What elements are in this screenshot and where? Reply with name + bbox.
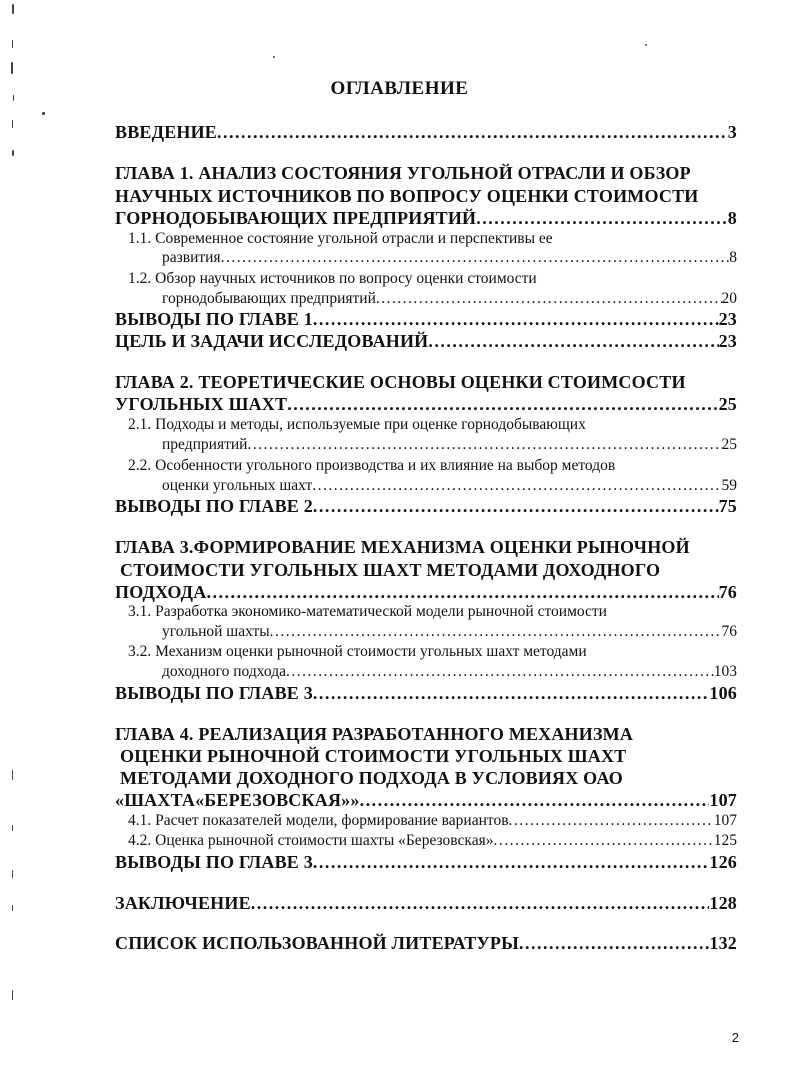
toc-entry bbox=[115, 372, 737, 393]
toc-entry bbox=[115, 331, 737, 352]
toc-entry bbox=[128, 643, 737, 661]
leader-dots bbox=[217, 122, 728, 143]
toc-entry bbox=[128, 230, 737, 248]
toc-entry bbox=[162, 477, 737, 495]
leader-dots bbox=[221, 249, 730, 267]
toc-entry-text: ГЛАВА 2. ТЕОРЕТИЧЕСКИЕ ОСНОВЫ ОЦЕНКИ СТОИМСОСТИ bbox=[115, 372, 686, 392]
toc-entry-text: ЗАКЛЮЧЕНИЕ bbox=[115, 893, 251, 913]
toc-entry bbox=[115, 933, 737, 954]
toc-entry-text: 2.2. Особенности угольного производства и их влияние на выбор методов bbox=[128, 457, 616, 474]
toc-entry-text: ПОДХОДА bbox=[115, 582, 207, 602]
toc-entry-page: 106 bbox=[709, 683, 737, 703]
leader-dots bbox=[493, 832, 713, 850]
leader-dots bbox=[360, 790, 710, 811]
leader-dots bbox=[519, 933, 709, 954]
leader-dots bbox=[313, 496, 719, 517]
toc-entry-page: 128 bbox=[709, 893, 737, 913]
toc-entry bbox=[120, 746, 737, 767]
toc-entry-text: ВЫВОДЫ ПО ГЛАВЕ 2 bbox=[115, 496, 313, 516]
scan-speck bbox=[11, 62, 13, 74]
scan-speck bbox=[42, 112, 45, 115]
leader-dots bbox=[313, 683, 709, 704]
toc-entry-page: 20 bbox=[721, 290, 737, 307]
toc-entry bbox=[115, 394, 737, 415]
toc-entry-text: 3.1. Разработка экономико-математической модели рыночной стоимости bbox=[128, 603, 607, 620]
toc-entry-text: предприятий bbox=[162, 436, 248, 453]
toc-entry-text: ВВЕДЕНИЕ bbox=[115, 122, 218, 142]
toc-entry-text: ГЛАВА 3.ФОРМИРОВАНИЕ МЕХАНИЗМА ОЦЕНКИ РЫНОЧНОЙ bbox=[115, 537, 690, 557]
toc-entry-text: МЕТОДАМИ ДОХОДНОГО ПОДХОДА В УСЛОВИЯХ ОАО bbox=[120, 768, 623, 788]
toc-entry-page: 8 bbox=[729, 249, 737, 266]
scan-speck bbox=[273, 56, 275, 58]
toc-entry-text: НАУЧНЫХ ИСТОЧНИКОВ ПО ВОПРОСУ ОЦЕНКИ СТОИМОСТИ bbox=[115, 186, 699, 206]
toc-entry bbox=[128, 812, 737, 830]
toc-entry-page: 107 bbox=[709, 790, 737, 810]
toc-entry bbox=[128, 832, 737, 850]
toc-entry-text: горнодобывающих предприятий bbox=[162, 290, 376, 307]
toc-entry bbox=[115, 790, 737, 811]
toc-title: ОГЛАВЛЕНИЕ bbox=[330, 78, 469, 99]
toc-entry bbox=[128, 416, 737, 434]
toc-entry-text: СПИСОК ИСПОЛЬЗОВАННОЙ ЛИТЕРАТУРЫ bbox=[115, 933, 519, 953]
toc-entry-text: ВЫВОДЫ ПО ГЛАВЕ 1 bbox=[115, 309, 313, 329]
leader-dots bbox=[287, 394, 718, 415]
toc-entry-text: «ШАХТА«БЕРЕЗОВСКАЯ»» bbox=[115, 790, 360, 810]
toc-entry-text: угольной шахты bbox=[162, 623, 270, 640]
toc-entry-text: 4.2. Оценка рыночной стоимости шахты «Березовская» bbox=[128, 832, 494, 849]
toc-entry bbox=[128, 270, 737, 288]
leader-dots bbox=[428, 331, 718, 352]
scan-speck bbox=[12, 990, 13, 1000]
leader-dots bbox=[509, 812, 714, 830]
toc-entry-text: 4.1. Расчет показателей модели, формирование вариантов bbox=[128, 812, 509, 829]
toc-entry-page: 75 bbox=[718, 496, 737, 516]
scan-speck bbox=[12, 825, 13, 831]
toc-entry-text: ВЫВОДЫ ПО ГЛАВЕ 3 bbox=[115, 683, 313, 703]
toc-entry-page: 107 bbox=[713, 812, 737, 829]
toc-entry-page: 23 bbox=[718, 331, 737, 351]
toc-entry-text: 1.1. Современное состояние угольной отрасли и перспективы ее bbox=[128, 230, 553, 247]
toc-entry bbox=[162, 249, 737, 267]
leader-dots bbox=[247, 436, 721, 454]
toc-entry bbox=[115, 537, 737, 558]
toc-entry bbox=[162, 436, 737, 454]
scan-speck bbox=[12, 870, 13, 878]
toc-entry-text: 3.2. Механизм оценки рыночной стоимости угольных шахт методами bbox=[128, 643, 587, 660]
toc-entry bbox=[128, 603, 737, 621]
toc-entry bbox=[120, 560, 737, 581]
toc-entry-page: 59 bbox=[721, 477, 737, 494]
toc-entry-page: 76 bbox=[721, 623, 737, 640]
toc-entry-text: ЦЕЛЬ И ЗАДАЧИ ИССЛЕДОВАНИЙ bbox=[115, 331, 429, 351]
leader-dots bbox=[251, 893, 710, 914]
toc-entry-page: 23 bbox=[718, 309, 737, 329]
scan-speck bbox=[12, 770, 13, 780]
toc-entry bbox=[115, 893, 737, 914]
toc-entry-page: 76 bbox=[718, 582, 737, 602]
toc-entry-page: 103 bbox=[713, 663, 737, 680]
toc-entry-page: 8 bbox=[727, 208, 737, 228]
toc-entry bbox=[115, 309, 737, 330]
toc-entry bbox=[120, 768, 737, 789]
toc-entry bbox=[115, 122, 737, 143]
toc-entry-page: 125 bbox=[713, 832, 737, 849]
toc-entry bbox=[115, 683, 737, 704]
scan-speck bbox=[12, 905, 13, 911]
toc-entry-text: СТОИМОСТИ УГОЛЬНЫХ ШАХТ МЕТОДАМИ ДОХОДНОГО bbox=[120, 560, 661, 580]
toc-entry-text: доходного подхода bbox=[162, 663, 286, 680]
toc-entry-text: оценки угольных шахт bbox=[162, 477, 313, 494]
leader-dots bbox=[313, 309, 719, 330]
scan-speck bbox=[12, 40, 13, 48]
leader-dots bbox=[206, 582, 718, 603]
toc-entry-page: 25 bbox=[721, 436, 737, 453]
scan-speck bbox=[13, 95, 14, 101]
toc-entry-page: 132 bbox=[709, 933, 737, 953]
toc-entry-text: УГОЛЬНЫХ ШАХТ bbox=[115, 394, 288, 414]
toc-entry-page: 126 bbox=[709, 852, 737, 872]
toc-entry-text: ВЫВОДЫ ПО ГЛАВЕ 3 bbox=[115, 852, 313, 872]
page-number: 2 bbox=[731, 1030, 739, 1045]
toc-entry bbox=[115, 724, 737, 745]
toc-entry bbox=[162, 663, 737, 681]
toc-entry bbox=[162, 290, 737, 308]
toc-entry-text: ГЛАВА 4. РЕАЛИЗАЦИЯ РАЗРАБОТАННОГО МЕХАНИЗМА bbox=[115, 724, 634, 744]
toc-entry bbox=[115, 496, 737, 517]
leader-dots bbox=[286, 663, 714, 681]
toc-entry bbox=[115, 852, 737, 873]
toc-entry bbox=[115, 163, 737, 184]
toc-entry-page: 3 bbox=[727, 122, 737, 142]
toc-entry-page: 25 bbox=[718, 394, 737, 414]
leader-dots bbox=[476, 208, 728, 229]
toc-entry-text: 1.2. Обзор научных источников по вопросу оценки стоимости bbox=[128, 270, 537, 287]
leader-dots bbox=[376, 290, 722, 308]
toc-entry-text: 2.1. Подходы и методы, используемые при оценке горнодобывающих bbox=[128, 416, 586, 433]
toc-entry bbox=[162, 623, 737, 641]
toc-entry-text: ГЛАВА 1. АНАЛИЗ СОСТОЯНИЯ УГОЛЬНОЙ ОТРАСЛИ И ОБЗОР bbox=[115, 163, 691, 183]
scan-speck bbox=[645, 44, 647, 46]
toc-entry bbox=[115, 208, 737, 229]
toc-entry-text: ГОРНОДОБЫВАЮЩИХ ПРЕДПРИЯТИЙ bbox=[115, 208, 477, 228]
leader-dots bbox=[270, 623, 722, 641]
toc-entry-text: развития bbox=[162, 249, 221, 266]
toc-entry-text: ОЦЕНКИ РЫНОЧНОЙ СТОИМОСТИ УГОЛЬНЫХ ШАХТ bbox=[120, 746, 627, 766]
toc-entry bbox=[115, 582, 737, 603]
scan-speck bbox=[12, 120, 13, 128]
toc-entry bbox=[128, 457, 737, 475]
leader-dots bbox=[313, 852, 709, 873]
toc-entry bbox=[115, 186, 737, 207]
leader-dots bbox=[312, 477, 721, 495]
scan-speck bbox=[12, 4, 14, 14]
scan-speck bbox=[12, 150, 14, 156]
